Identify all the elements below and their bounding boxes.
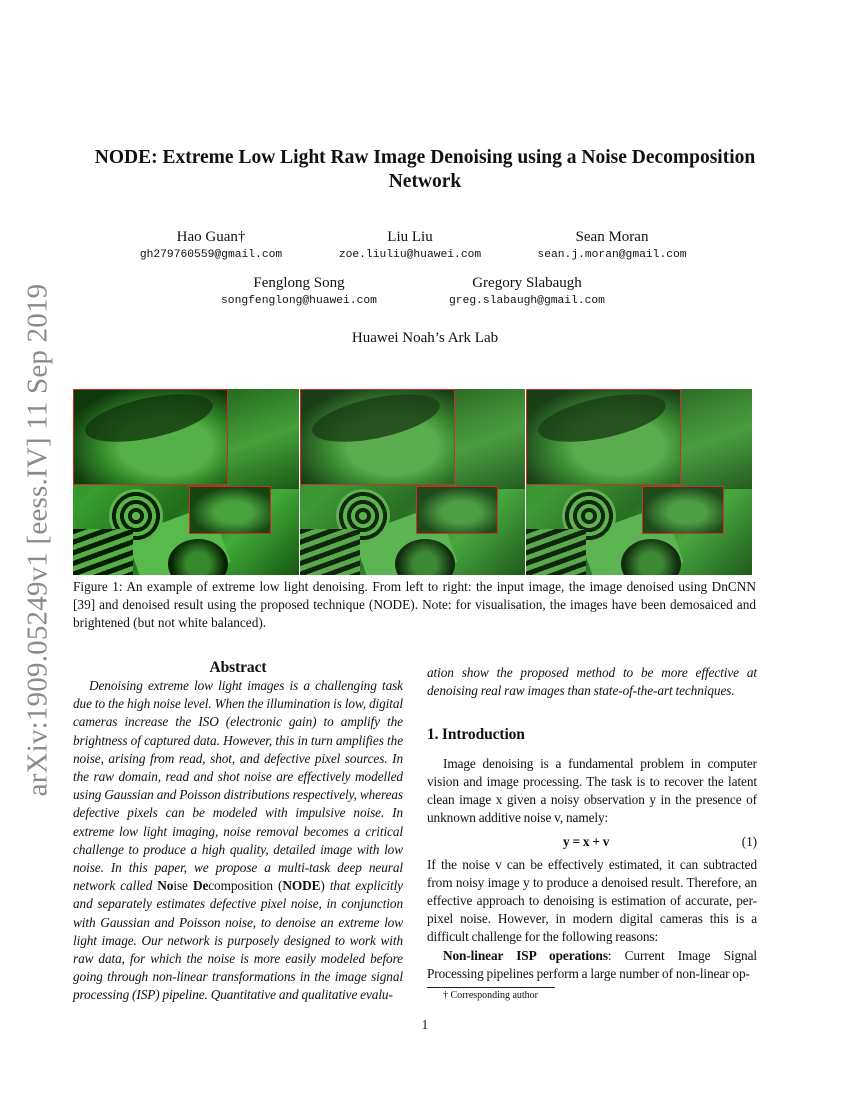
author (449, 274, 605, 307)
author-name: Gregory Slabaugh (472, 275, 582, 291)
crop-region-box (416, 486, 498, 534)
intro-paragraph: If the noise v can be effectively estimated, it can subtracted from noisy image y to produce a denoised result. Therefore, an effective approach to denoising is estimation of accurate, per-pixel noise. However, in modern digital cameras this is a difficult challenge for the following reasons: (427, 856, 757, 945)
author-name: Liu Liu (387, 229, 433, 245)
affiliation: Huawei Noah’s Ark Lab (351, 330, 499, 346)
author-email: zoe.liuliu@huawei.com (338, 249, 482, 261)
author-name: Sean Moran (575, 229, 649, 245)
bold-text: De (192, 878, 209, 894)
page-number: 1 (421, 1017, 429, 1032)
introduction-heading: 1. Introduction (427, 726, 525, 744)
dncnn-result-panel (300, 389, 526, 575)
paper-title: NODE: Extreme Low Light Raw Image Denoising using a Noise Decomposition Network (94, 147, 756, 192)
abstract-continued: ation show the proposed method to be more effective at denoising real raw images than state-of-the-art techniques. (427, 665, 757, 699)
equation-1 (427, 833, 757, 851)
author-name: Hao Guan† (176, 229, 246, 245)
zoom-inset (73, 389, 228, 485)
author-email: gh279760559@gmail.com (139, 249, 283, 261)
intro-paragraph (427, 947, 757, 983)
abstract-text (73, 677, 403, 1005)
abstract-heading: Abstract (209, 659, 267, 676)
figure-caption: Figure 1: An example of extreme low light denoising. From left to right: the input image, the image denoised using DnCNN [39] and denoised result using the proposed technique (NODE). Note: for visualisation, the images have been demosaiced and brightened (but not white balanced). (73, 579, 756, 631)
equation-number: (1) (741, 834, 757, 850)
arxiv-stamp: arXiv:1909.05249v1 [eess.IV] 11 Sep 2019 (21, 283, 54, 797)
bold-text: Non-linear ISP operations (443, 947, 608, 963)
bold-text: No (157, 878, 174, 894)
author-name: Fenglong Song (253, 275, 345, 291)
crop-region-box (642, 486, 724, 534)
author-email: songfenglong@huawei.com (221, 295, 377, 307)
footnote: † Corresponding author (443, 990, 538, 1001)
author (140, 228, 282, 261)
author (537, 228, 686, 261)
abstract-part: ) (320, 878, 325, 894)
author (339, 228, 481, 261)
node-result-panel (526, 389, 752, 575)
zoom-inset (526, 389, 681, 485)
paragraph-text: : Current Image Signal Processing pipelines perform a large number of non-linear op- (427, 947, 757, 981)
intro-paragraph: Image denoising is a fundamental problem in computer vision and image processing. The task is to recover the latent clean image x given a noisy observation y in the presence of unknown additive noise v, namely: (427, 755, 757, 826)
equation: y = x + v (563, 834, 610, 850)
abstract-part: composition ( (208, 878, 283, 894)
right-column (427, 664, 757, 983)
footnote-rule (427, 987, 555, 988)
author-email: sean.j.moran@gmail.com (537, 249, 687, 261)
author-email: greg.slabaugh@gmail.com (449, 295, 605, 307)
zoom-inset (300, 389, 455, 485)
abstract-part: that explicitly and separately estimates defective pixel noise, in conjunction with Gaussian and Poisson noise, to denoise an extreme low light image. Our network is purposely designed to work with raw data, for which the noise is more easily modeled before going through non-linear transformations in the image signal processing (ISP) pipeline. Quantitative and qualitative evalu- (73, 878, 403, 1003)
abstract-part: Denoising extreme low light images is a challenging task due to the high noise level. When the illumination is low, digital cameras increase the ISO (electronic gain) to amplify the brightness of captured data. However, this in turn amplifies the noise, arising from read, shot, and defective pixel sources. In the raw domain, read and shot noise are effectively modelled using Gaussian and Poisson distributions respectively, whereas defective pixels can be modeled with impulsive noise. In extreme low light imaging, noise removal becomes a critical challenge to produce a high quality, detailed image with low noise. In this paper, we propose a multi-task deep neural network called (73, 678, 403, 894)
input-image-panel (73, 389, 299, 575)
abstract-part: ise (173, 878, 193, 894)
author (221, 274, 377, 307)
crop-region-box (189, 486, 271, 534)
left-column (73, 658, 403, 1005)
bold-text: NODE (282, 878, 321, 894)
figure-1 (73, 389, 752, 575)
